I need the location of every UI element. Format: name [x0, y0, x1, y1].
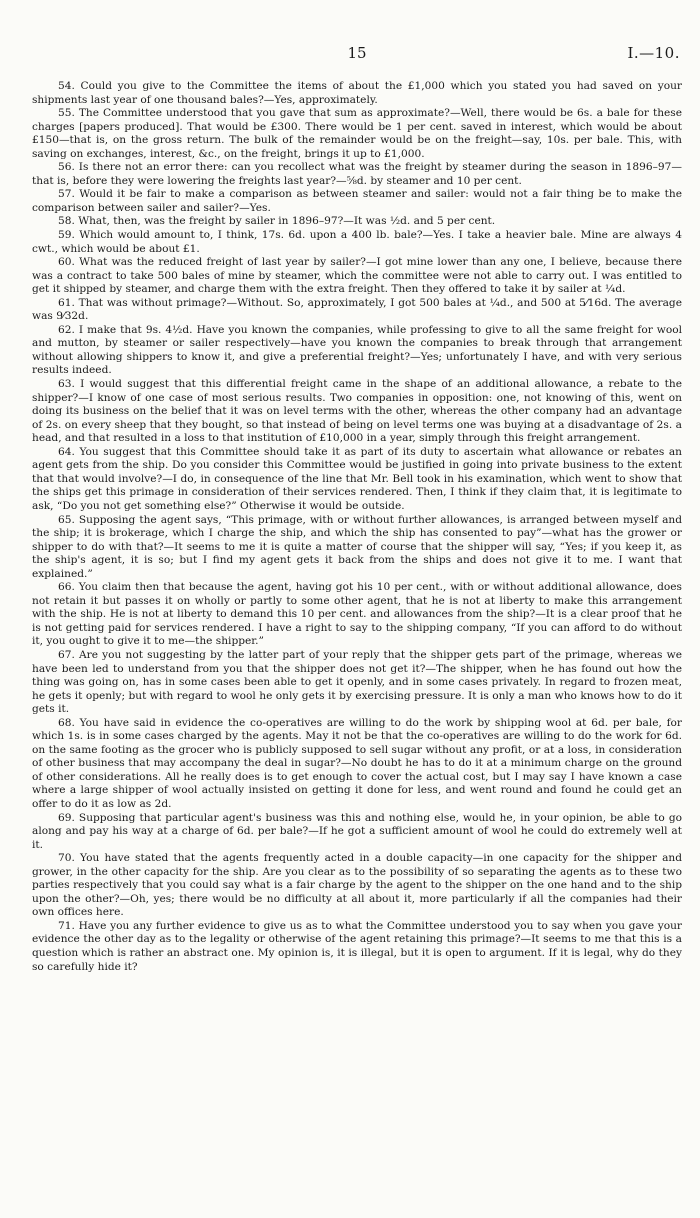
paragraph-68: 68. You have said in evidence the co-operatives are willing to do the work by shipping wool at 6d. per bale, for which 1s. is in some cases charged by the agents. May it not be that the co-operatives are willing to do the work for 6d. on the same footing as the grocer who is publicly supposed to sell sugar without any profit, or at a loss, in consideration of other business that may accompany the deal in sugar?—No doubt he has to do it at a minimum charge on the ground of other considerations. All he really does is to get enough to cover the actual cost, but I may say I have known a case where a large shipper of wool actually insisted on getting it done for less, and went round and found he could get an offer to do it as low as 2d. [32, 716, 682, 810]
paragraph-54: 54. Could you give to the Committee the items of about the £1,000 which you stated you had saved on your shipments last year of one thousand bales?—Yes, approximately. [32, 80, 682, 106]
page-body [32, 80, 682, 974]
paragraph-67: 67. Are you not suggesting by the latter part of your reply that the shipper gets part of the primage, whereas we have been led to understand from you that the shipper does not get it?—The shipper, when he has found out how the thing was going on, has in some cases been able to get it openly, and in some cases privately. In regard to frozen meat, he gets it openly; but with regard to wool he only gets it by exercising pressure. It is only a man who knows how to do it gets it. [32, 648, 682, 716]
paragraph-69: 69. Supposing that particular agent's business was this and nothing else, would he, in your opinion, be able to go along and pay his way at a charge of 6d. per bale?—If he got a sufficient amount of wool he could do extremely well at it. [32, 811, 682, 851]
paragraph-60: 60. What was the reduced freight of last year by sailer?—I got mine lower than any one, I believe, because there was a contract to take 500 bales of mine by steamer, which the committee were not able to carry out. I was entitled to get it shipped by steamer, and charge them with the extra freight. Then they offered to take it by sailer at ¼d. [32, 256, 682, 296]
paragraph-59: 59. Which would amount to, I think, 17s. 6d. upon a 400 lb. bale?—Yes. I take a heavier bale. Mine are always 4 cwt., which would be about £1. [32, 229, 682, 255]
paragraph-65: 65. Supposing the agent says, “This primage, with or without further allowances, is arranged between myself and the ship; it is brokerage, which I charge the ship, and which the ship has consented to pay”—what has the grower or shipper to do with that?—It seems to me it is quite a matter of course that the shipper will say, “Yes; if you keep it, as the ship's agent, it is so; but I find my agent gets it back from the ships and does not give it to me. I want that explained.” [32, 513, 682, 580]
page-header [32, 44, 682, 64]
paragraph-64: 64. You suggest that this Committee should take it as part of its duty to ascertain what allowance or rebates an agent gets from the ship. Do you consider this Committee would be justified in going into private business to the extent that that would involve?—I do, in consequence of the line that Mr. Bell took in his examination, which went to show that the ships get this primage in consideration of their services rendered. Then, I think if they claim that, it is legitimate to ask, “Do you not get something else?” Otherwise it would be outside. [32, 445, 682, 512]
paragraph-70: 70. You have stated that the agents frequently acted in a double capacity—in one capacity for the shipper and grower, in the other capacity for the ship. Are you clear as to the possibility of so separating the agents as to these two parties respectively that you could say what is a fair charge by the agent to the shipper on the one hand and to the ship upon the other?—Oh, yes; there would be no difficulty at all about it, more particularly if all the companies had their own offices here. [32, 852, 682, 919]
paragraph-57: 57. Would it be fair to make a comparison as between steamer and sailer: would not a fair thing be to make the comparison between sailer and sailer?—Yes. [32, 188, 682, 214]
paragraph-71: 71. Have you any further evidence to give us as to what the Committee understood you to say when you gave your evidence the other day as to the legality or otherwise of the agent retaining this primage?—It seems to me that this is a question which is rather an abstract one. My opinion is, it is illegal, but it is open to argument. If it is legal, why do they so carefully hide it? [32, 919, 682, 973]
paragraph-63: 63. I would suggest that this differential freight came in the shape of an additional allowance, a rebate to the shipper?—I know of one case of most serious results. Two companies in opposition: one, not knowing of this, went on doing its business on the belief that it was on level terms with the other, whereas the other company had an advantage of 2s. on every sheep that they bought, so that instead of being on level terms one was buying at a disadvantage of 2s. a head, and that resulted in a loss to that institution of £10,000 in a year, simply through this freight arrangement. [32, 378, 682, 445]
page-number: 15 [347, 44, 367, 62]
paragraph-58: 58. What, then, was the freight by sailer in 1896–97?—It was ½d. and 5 per cent. [58, 215, 496, 228]
paragraph-66: 66. You claim then that because the agent, having got his 10 per cent., with or without additional allowance, does not retain it but passes it on wholly or partly to some other agent, that he is not at liberty to make this arrangement with the ship. He is not at liberty to demand this 10 per cent. and allowances from the ship?—It is a clear proof that he is not getting paid for services rendered. I have a right to say to the shipping company, “If you can afford to do without it, you ought to give it to me—the shipper.” [32, 581, 682, 648]
paragraph-56: 56. Is there not an error there: can you recollect what was the freight by steamer during the season in 1896–97—that is, before they were lowering the freights last year?—⅝d. by steamer and 10 per cent. [32, 161, 682, 187]
paragraph-61: 61. That was without primage?—Without. So, approximately, I got 500 bales at ¼d., and 500 at 5⁄16d. The average was 9⁄32d. [32, 296, 682, 323]
paragraph-55: 55. The Committee understood that you gave that sum as approximate?—Well, there would be 6s. a bale for these charges [papers produced]. That would be £300. There would be 1 per cent. saved in interest, which would be about £150—that is, on the gross return. The bulk of the remainder would be on the freight—say, 10s. per bale. This, with saving on exchanges, interest, &c., on the freight, brings it up to £1,000. [32, 107, 682, 160]
document-reference: I.—10. [627, 44, 680, 62]
paragraph-62: 62. I make that 9s. 4½d. Have you known the companies, while professing to give to all the same freight for wool and mutton, by steamer or sailer respectively—have you known the companies to break through that arrangement without allowing shippers to know it, and give a preferential freight?—Yes; unfortunately I have, and with very serious results indeed. [32, 323, 682, 377]
